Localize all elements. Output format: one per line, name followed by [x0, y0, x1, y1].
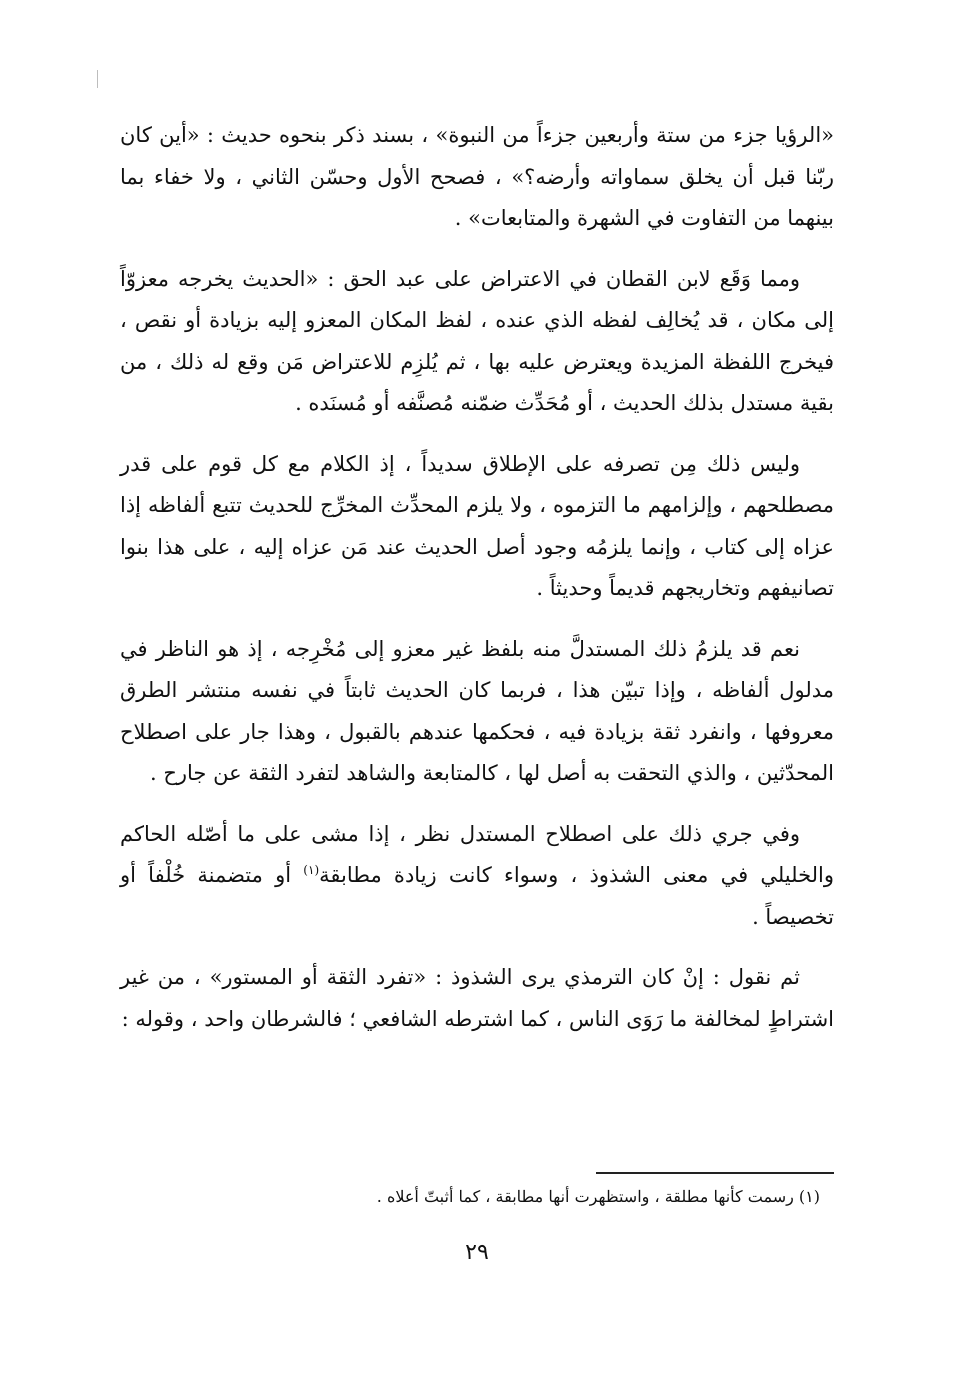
paragraph-3: وليس ذلك مِن تصرفه على الإطلاق سديداً ، إذ الكلام مع كل قوم على قدر مصطلحهم ، وإلزامهم ما التزموه ، ولا يلزم المحدِّث المخرِّج للحديث تتبع ألفاظه إذا عزاه إلى كتاب ، وإنما يلزمُه وجود أصل الحديث عند مَن عزاه إليه ، على هذا بنوا تصانيفهم وتخاريجهم قديماً وحديثاً .	[120, 451, 834, 600]
footnote: (١) رسمت كأنها مطلقة ، واستظهرت أنها مطابقة ، كما أثبتّ أعلاه .	[376, 1187, 820, 1206]
paragraph-1: «الرؤيا جزء من ستة وأربعين جزءاً من النبوة» ، بسند ذكر بنحوه حديث : «أين كان ربّنا قبل أن يخلق سماواته وأرضه؟» ، فصحح الأول وحسّن الثاني ، ولا خفاء بما بينهما من التفاوت في الشهرة والمتابعات» .	[120, 123, 834, 230]
footnote-divider	[596, 1172, 834, 1174]
paragraph-4: نعم قد يلزمُ ذلك المستدلَّ منه بلفظ غير معزو إلى مُخْرِجه ، إذ هو الناظر في مدلول ألفاظه ، وإذا تبيّن هذا ، فربما كان الحديث ثابتاً في نفسه منتشر الطرق معروفها ، وانفرد ثقة بزيادة فيه ، فحكمها عندهم بالقبول ، وهذا جار على اصطلاح المحدّثين ، والذي التحقت به أصل لها ، كالمتابعة والشاهد لتفرد الثقة عن جارح .	[120, 636, 834, 785]
scan-mark	[97, 70, 98, 88]
paragraph-2: ومما وَقَع لابن القطان في الاعتراض على عبد الحق : «الحديث يخرجه معزوّاً إلى مكان ، قد يُخالِف لفظه الذي عنده ، لفظ المكان المعزو إليه بزيادة أو نقص ، فيخرج اللفظة المزيدة ويعترض عليه بها ، ثم يُلزِم للاعتراض مَن وقع له ذلك ، من بقية مستدل بذلك الحديث ، أو مُحَدِّث ضمّنه مُصنَّفه أو مُسنَده .	[120, 266, 834, 415]
paragraph-6: ثم نقول : إنْ كان الترمذي يرى الشذوذ : «تفرد الثقة أو المستور» ، من غير اشتراطٍ لمخالفة ما رَوَى الناس ، كما اشترطه الشافعي ؛ فالشرطان واحد ، وقوله :	[120, 965, 834, 1031]
paragraph-5-text: وفي جري ذلك على اصطلاح المستدل نظر ، إذا مشى على ما أصّله الحاكم والخليلي في معنى الشذوذ ، وسواء كانت زيادة مطابقة	[120, 821, 835, 887]
page-number: ٢٩	[465, 1240, 489, 1265]
main-text	[120, 115, 834, 1059]
footnote-reference[interactable]: (١)	[303, 863, 320, 877]
paragraph-5	[120, 814, 834, 939]
paragraph-5-text-end: أو متضمنة خُلْفاً أو تخصيصاً .	[120, 863, 834, 929]
